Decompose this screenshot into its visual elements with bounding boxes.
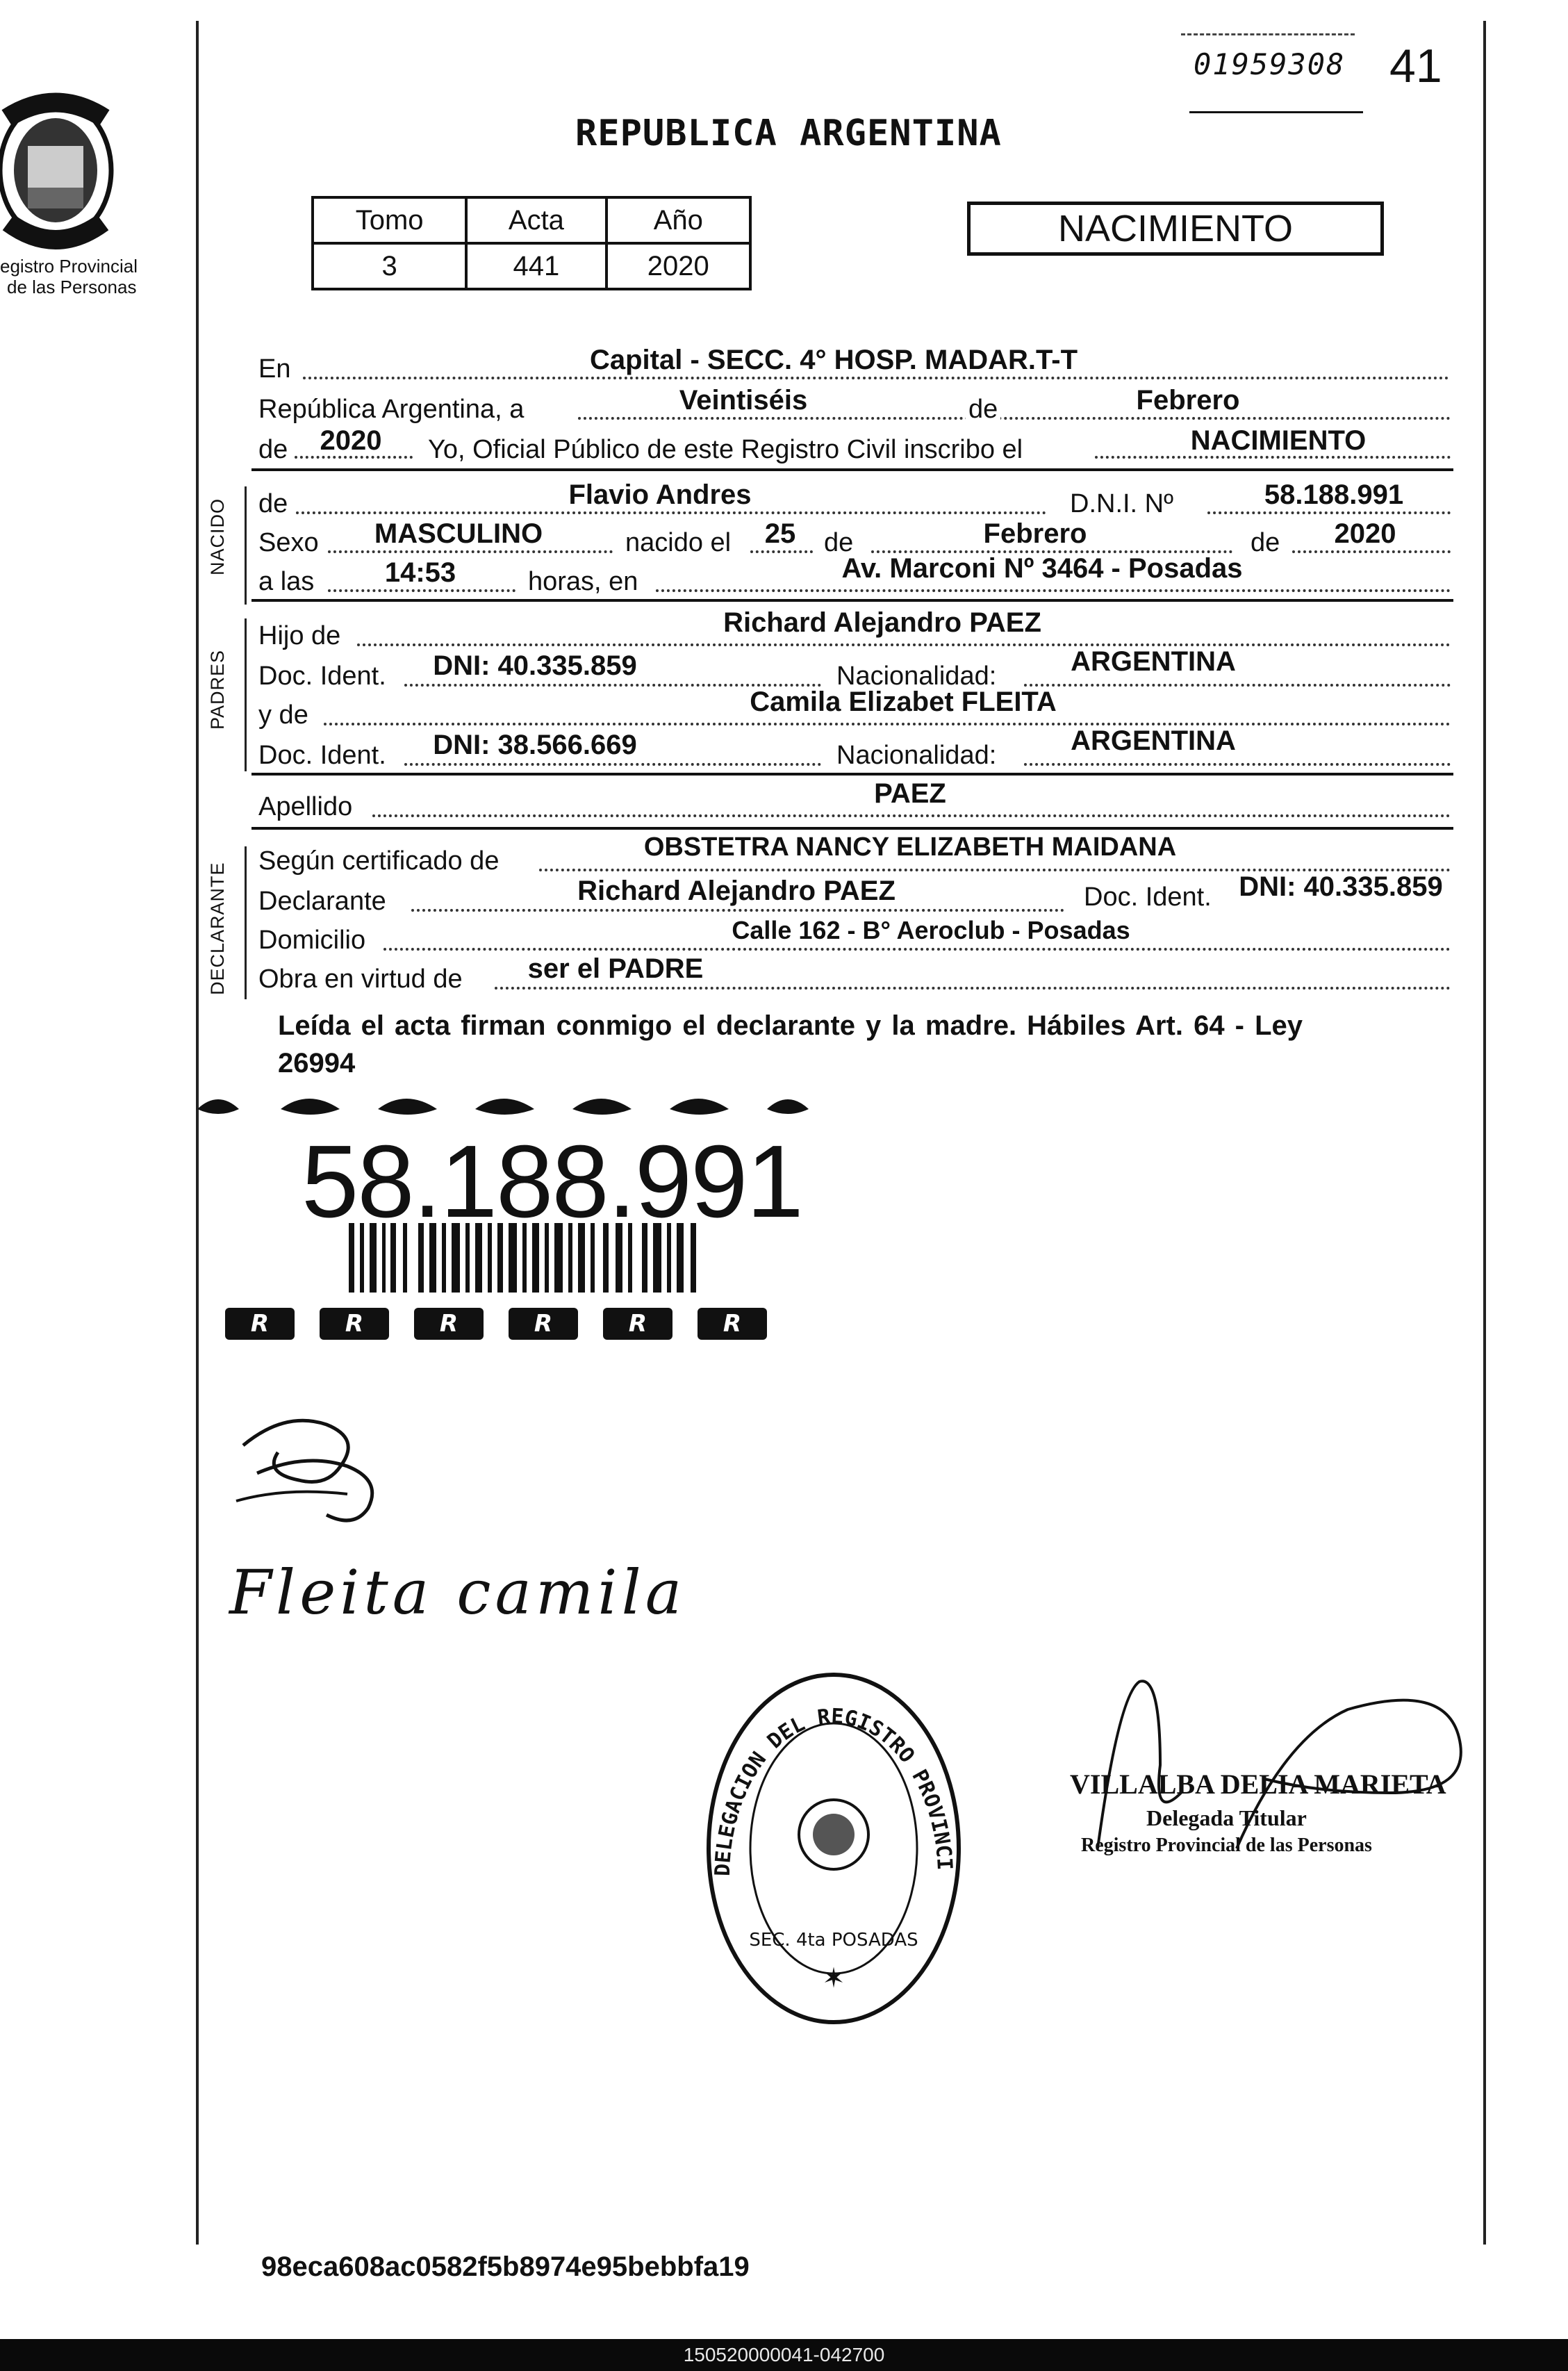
domicilio-dots — [383, 948, 1451, 951]
de-label-1: de — [966, 395, 1000, 425]
obra-label: Obra en virtud de — [258, 965, 463, 994]
declarante-value: Richard Alejandro PAEZ — [577, 876, 896, 906]
nacido-dia: 25 — [764, 518, 796, 549]
right-margin-rule — [1483, 21, 1486, 2245]
madre-nombre: Camila Elizabet FLEITA — [750, 687, 1057, 717]
official-org: Registro Provincial de las Personas — [1081, 1835, 1372, 1856]
padres-section-label: PADRES — [207, 649, 228, 730]
divider-3 — [251, 773, 1453, 776]
divider-1 — [251, 468, 1453, 471]
domicilio-label: Domicilio — [258, 926, 366, 955]
hora-dots — [328, 589, 515, 592]
sticker-mark-1: R — [250, 1310, 270, 1338]
domicilio-value: Calle 162 - B° Aeroclub - Posadas — [732, 916, 1130, 944]
sticker-mark-5: R — [628, 1310, 647, 1338]
divider-4 — [251, 827, 1453, 830]
sexo-label: Sexo — [258, 528, 319, 557]
tomo-acta-anio-table — [311, 196, 752, 290]
sticker-mark-6: R — [723, 1310, 742, 1338]
republica-label: República Argentina, a — [258, 395, 525, 424]
declarante-doc-label: Doc. Ident. — [1084, 883, 1212, 912]
nacido-section-bar — [245, 486, 247, 605]
nacido-lugar: Av. Marconi Nº 3464 - Posadas — [841, 553, 1243, 584]
nacido-sexo: MASCULINO — [374, 518, 543, 549]
anio-value: 2020 — [606, 243, 750, 289]
record-type-label: NACIMIENTO — [1057, 208, 1294, 249]
padre-doc: DNI: 40.335.859 — [433, 650, 637, 681]
document-id-bar — [0, 2339, 1568, 2371]
declarante-section-label: DECLARANTE — [207, 862, 228, 995]
declarante-dots — [411, 909, 1064, 912]
nombre-dots — [296, 511, 1046, 514]
record-type-box — [967, 202, 1384, 256]
closing-line-2: 26994 — [278, 1048, 356, 1078]
padre-nacionalidad: ARGENTINA — [1071, 646, 1236, 677]
nacido-section-label: NACIDO — [207, 498, 228, 575]
nacido-de-label: de — [258, 489, 288, 518]
stamp-inner-text: SEC. 4ta POSADAS — [749, 1930, 918, 1951]
document-id: 150520000041-042700 — [683, 2344, 885, 2365]
madre-nacionalidad-label: Nacionalidad: — [836, 741, 997, 770]
registry-name — [0, 256, 160, 297]
tomo-value: 3 — [313, 243, 466, 289]
serial-overline — [1181, 33, 1355, 35]
republica-dots — [578, 417, 1451, 420]
dia-inscripcion: Veintiséis — [679, 385, 808, 416]
madre-doc-dots — [404, 763, 821, 766]
anio-header: Año — [606, 197, 750, 243]
apellido-value: PAEZ — [874, 778, 946, 809]
dni-dots — [1207, 511, 1451, 514]
nacido-de-label-a: de — [824, 528, 854, 557]
padre-doc-label: Doc. Ident. — [258, 662, 386, 691]
sticker-dni-number: 58.188.991 — [302, 1124, 802, 1239]
nacido-dni: 58.188.991 — [1264, 479, 1404, 510]
nacido-nombre: Flavio Andres — [568, 479, 752, 510]
sticker-mark-4: R — [534, 1310, 553, 1338]
acta-header: Acta — [466, 197, 606, 243]
registry-name-line2: de las Personas — [7, 277, 137, 297]
sticker-mark-2: R — [345, 1310, 364, 1338]
oficial-text: Yo, Oficial Público de este Registro Civil inscribo el — [428, 435, 1023, 464]
province-seal-logo — [0, 90, 139, 250]
official-name: VILLALBA DELIA MARIETA — [1070, 1769, 1446, 1800]
apellido-label: Apellido — [258, 792, 353, 821]
hijo-de-label: Hijo de — [258, 621, 341, 650]
certificado-value: OBSTETRA NANCY ELIZABETH MAIDANA — [643, 832, 1177, 862]
declarante-signature — [222, 1397, 417, 1536]
nacido-de-label-b: de — [1251, 528, 1280, 557]
declarante-section-bar — [245, 846, 247, 999]
certificado-label: Según certificado de — [258, 846, 500, 876]
en-label: En — [258, 354, 291, 384]
madre-doc: DNI: 38.566.669 — [433, 730, 637, 760]
declarante-label: Declarante — [258, 887, 386, 916]
mes-inscripcion: Febrero — [1136, 385, 1240, 416]
horas-en-label: horas, en — [528, 567, 638, 596]
y-de-label: y de — [258, 700, 308, 730]
nacido-mes: Febrero — [983, 518, 1087, 549]
nacido-hora: 14:53 — [384, 557, 456, 588]
apellido-dots — [372, 814, 1451, 817]
divider-2 — [251, 599, 1453, 602]
declarante-doc: DNI: 40.335.859 — [1239, 871, 1443, 902]
dni-label: D.N.I. Nº — [1070, 489, 1173, 518]
document-hash: 98eca608ac0582f5b8974e95bebbfa19 — [261, 2251, 750, 2282]
padre-dots — [357, 643, 1451, 646]
tomo-table-value-row — [313, 243, 750, 289]
sexo-dots — [328, 550, 613, 553]
lugar-nac-dots — [656, 589, 1451, 592]
padres-section-bar — [245, 618, 247, 771]
serial-underline — [1189, 111, 1363, 113]
padre-nacionalidad-label: Nacionalidad: — [836, 662, 997, 691]
en-dots — [303, 377, 1449, 379]
madre-signature: Fleita camila — [229, 1557, 686, 1628]
tomo-header: Tomo — [313, 197, 466, 243]
sticker-mark-3: R — [439, 1310, 459, 1338]
country-title: REPUBLICA ARGENTINA — [575, 113, 1002, 154]
stamp-arc-text: DELEGACION DEL REGISTRO PROVINCI — [710, 1704, 957, 1877]
serial-number: 01959308 — [1194, 47, 1346, 81]
stamp-star-icon: ✶ — [822, 1963, 845, 1994]
obra-value: ser el PADRE — [527, 953, 704, 984]
official-title: Delegada Titular — [1146, 1805, 1307, 1830]
madre-nac-dots — [1024, 763, 1451, 766]
tipo-inscripcion: NACIMIENTO — [1190, 425, 1367, 456]
anio-inscripcion: 2020 — [320, 425, 382, 456]
madre-doc-label: Doc. Ident. — [258, 741, 386, 770]
registry-oval-stamp — [702, 1668, 966, 2029]
madre-dots — [324, 723, 1451, 725]
closing-line-1: Leída el acta firman conmigo el declarante y la madre. Hábiles Art. 64 - Ley — [278, 1010, 1303, 1041]
acta-value: 441 — [466, 243, 606, 289]
a-las-label: a las — [258, 567, 315, 596]
nacido-anio: 2020 — [1334, 518, 1396, 549]
registry-name-line1: egistro Provincial — [0, 256, 138, 277]
obra-dots — [495, 987, 1451, 990]
page-number: 41 — [1389, 40, 1442, 92]
tomo-table-header-row — [313, 197, 750, 243]
nacido-el-label: nacido el — [625, 528, 732, 557]
lugar-inscripcion: Capital - SECC. 4° HOSP. MADAR.T-T — [589, 345, 1078, 375]
madre-nacionalidad: ARGENTINA — [1071, 725, 1236, 756]
dni-sticker — [197, 1084, 816, 1348]
de-label-2: de — [258, 435, 288, 464]
padre-nombre: Richard Alejandro PAEZ — [723, 607, 1041, 638]
